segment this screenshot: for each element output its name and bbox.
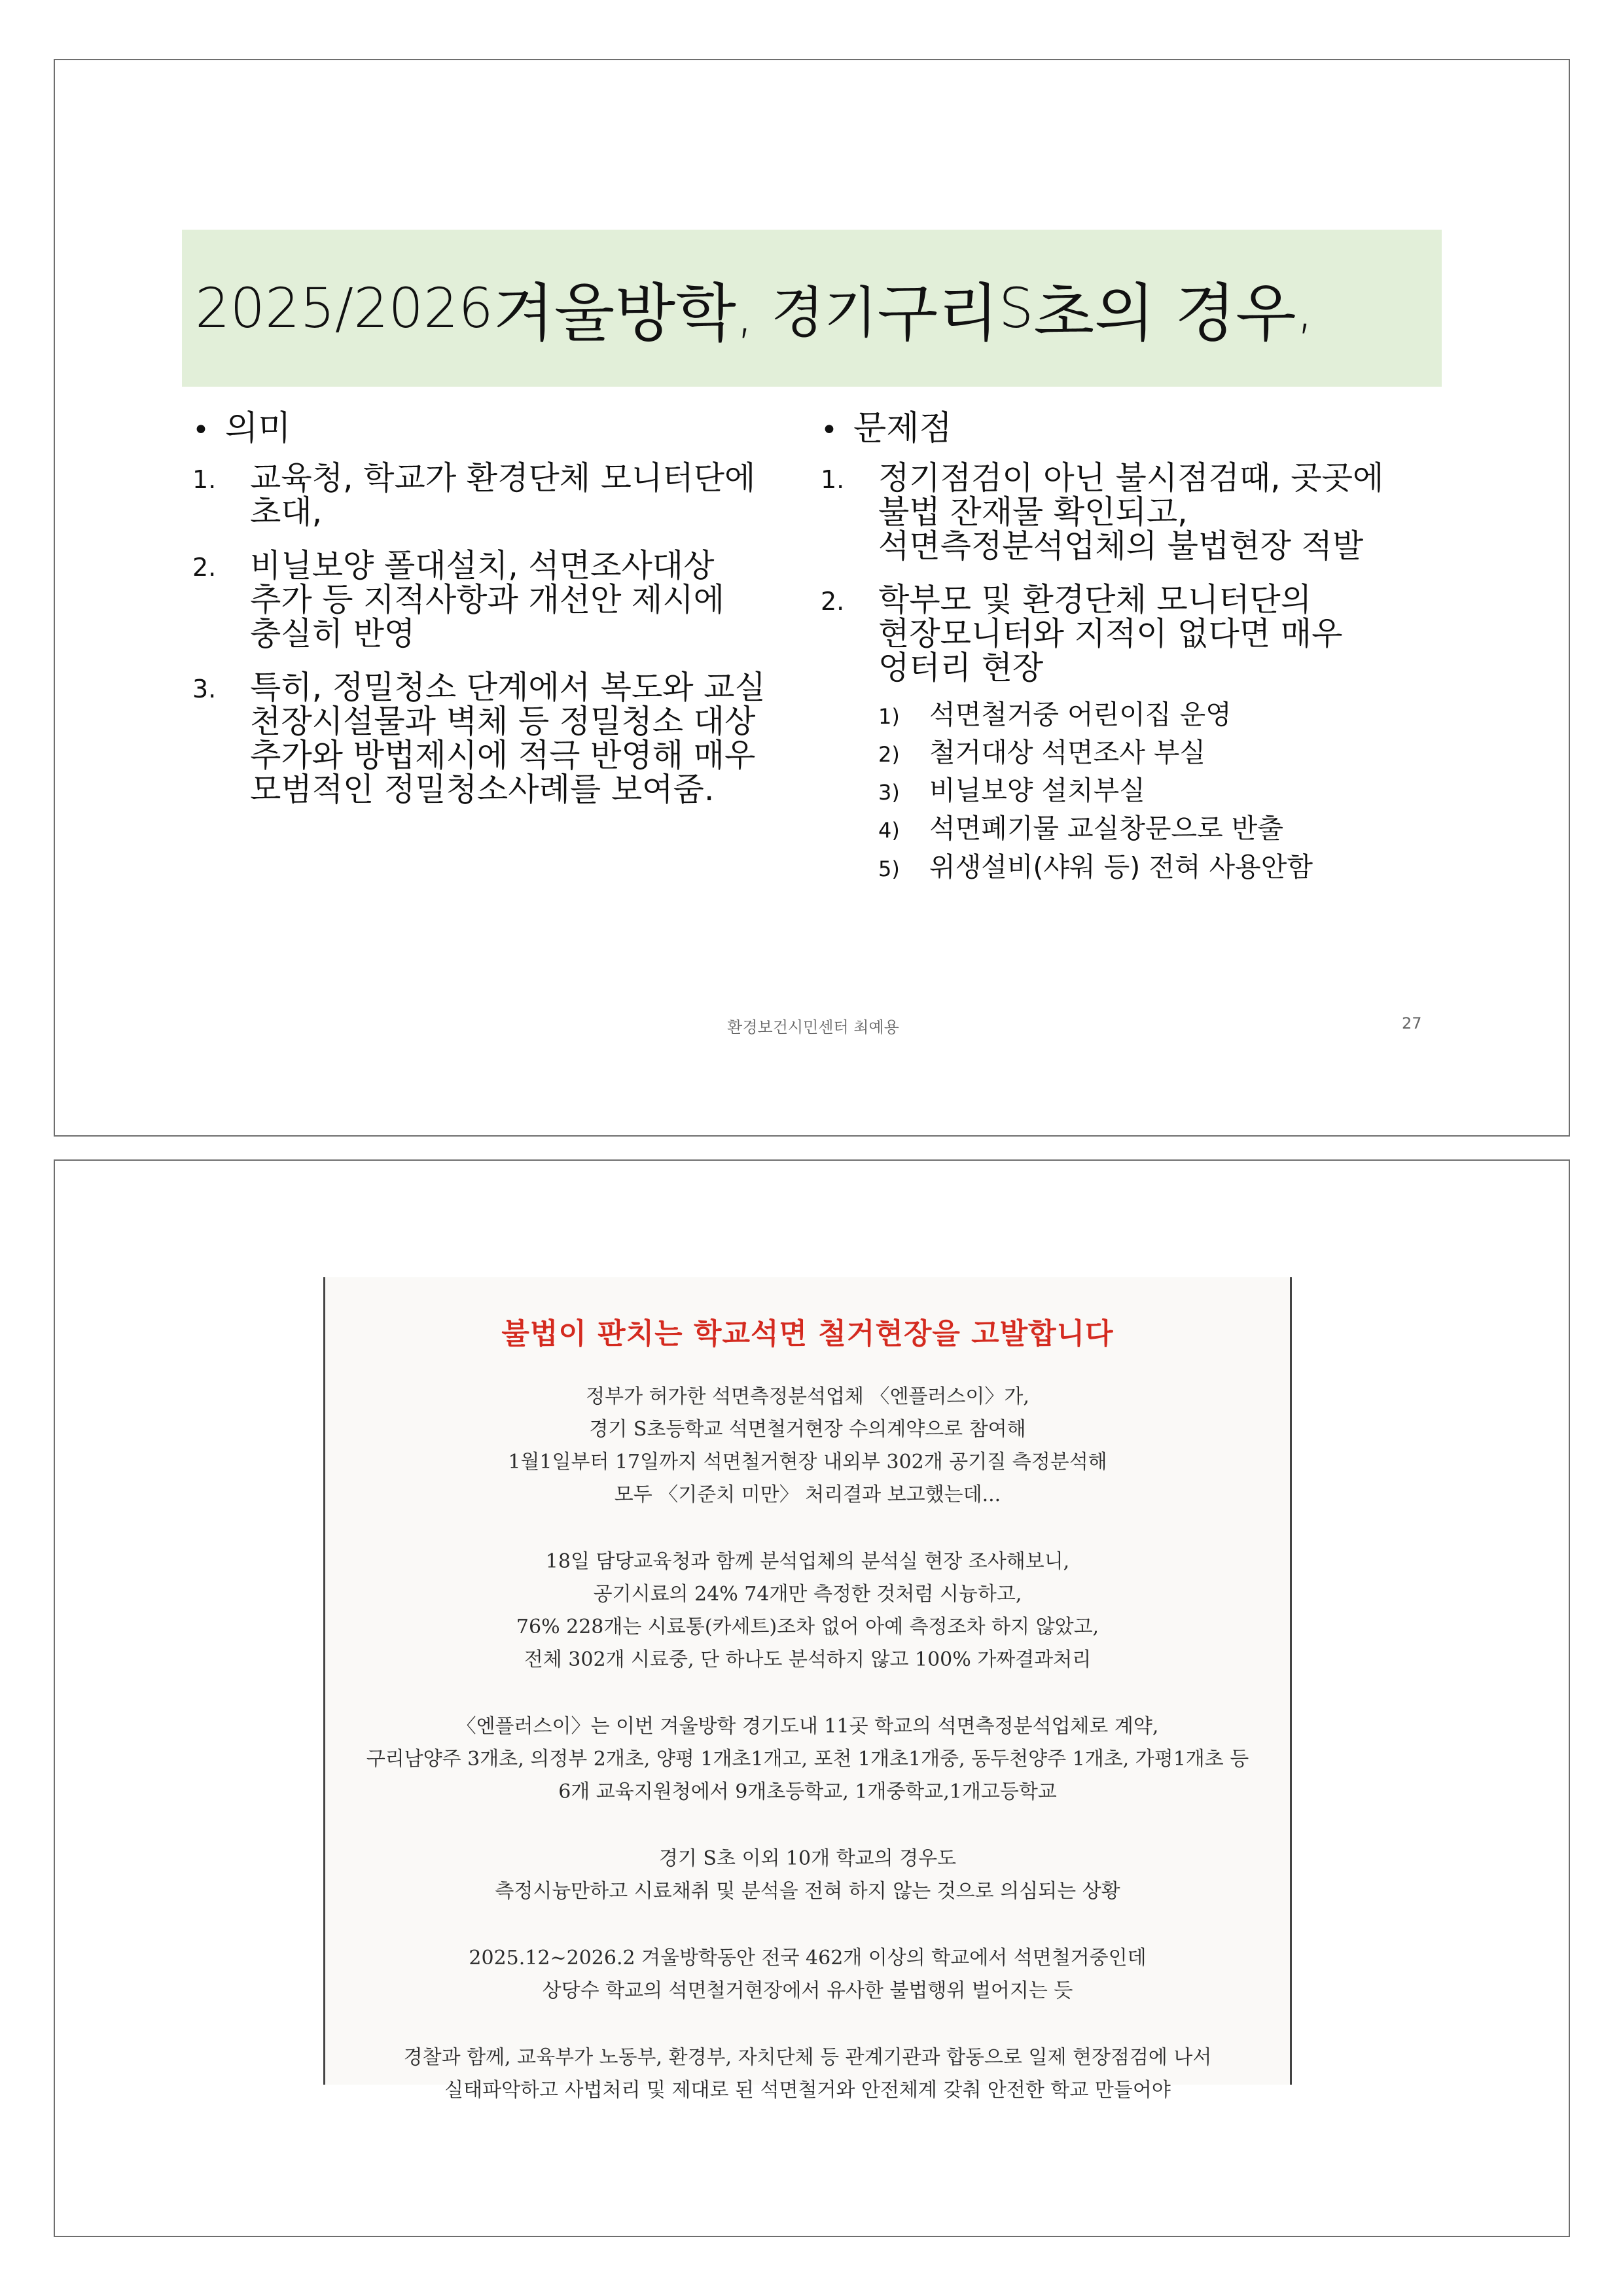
title-part: 구리	[877, 276, 999, 350]
title-part: S	[999, 276, 1034, 340]
footer-author: 환경보건시민센터 최예용	[727, 1018, 899, 1036]
list-item	[192, 461, 781, 529]
sub-list-item	[878, 733, 1475, 771]
list-item-text: 정기점검이 아닌 불시점검때, 곳곳에 불법 잔재물 확인되고, 석면측정분석업체의 불법현장 적발	[878, 459, 1384, 565]
notice-paragraph	[325, 1381, 1290, 1511]
notice-line: 2025.12~2026.2 겨울방학동안 전국 462개 이상의 학교에서 석면철거중인데	[469, 1947, 1147, 1969]
notice-line: 구리남양주 3개초, 의정부 2개초, 양평 1개초1개고, 포천 1개초1개중, 동두천양주 1개초, 가평1개초 등	[366, 1748, 1249, 1771]
notice-line: 6개 교육지원청에서 9개초등학교, 1개중학교,1개고등학교	[558, 1780, 1057, 1803]
title-part: 겨울방학	[493, 276, 736, 350]
notice-line: 측정시늉만하고 시료채취 및 분석을 전혀 하지 않는 것으로 의심되는 상황	[495, 1880, 1120, 1903]
notice-line: 실태파악하고 사법처리 및 제대로 된 석면철거와 안전체계 갖춰 안전한 학교 만들어야	[444, 2079, 1171, 2102]
notice-line: 1월1일부터 17일까지 석면철거현장 내외부 302개 공기질 측정분석해	[508, 1451, 1107, 1474]
title-part: 초의 경우	[1033, 276, 1296, 350]
notice-line: 정부가 허가한 석면측정분석업체 〈엔플러스이〉가,	[586, 1385, 1029, 1408]
list-item	[821, 461, 1475, 563]
slide-2	[54, 1159, 1570, 2237]
problems-column	[821, 400, 1475, 886]
notice-line: 경찰과 함께, 교육부가 노동부, 환경부, 자치단체 등 관계기관과 합동으로 일제 현장점검에 나서	[403, 2046, 1212, 2069]
notice-paragraph	[325, 2041, 1290, 2107]
sub-list-item-number: 1)	[878, 703, 900, 729]
page-number: 27	[1402, 1014, 1422, 1033]
title-part: , 경기	[736, 280, 878, 345]
sub-list-item-number: 2)	[878, 741, 900, 767]
notice-line: 경기 S초등학교 석면철거현장 수의계약으로 참여해	[589, 1418, 1026, 1441]
sub-list-item-text: 철거대상 석면조사 부실	[929, 736, 1206, 768]
list-item	[821, 580, 1475, 686]
list-item-text: 특히, 정밀청소 단계에서 복도와 교실 천장시설물과 벽체 등 정밀청소 대상 추가와 방법제시에 적극 반영해 매우 모범적인 정밀청소사례를 보여줌.	[250, 668, 766, 808]
bullet-icon: •	[821, 414, 838, 447]
sub-list-item	[878, 696, 1475, 733]
list-item-text: 학부모 및 환경단체 모니터단의 현장모니터와 지적이 없다면 매우 엉터리 현장	[878, 580, 1343, 686]
notice-line: 18일 담당교육청과 함께 분석업체의 분석실 현장 조사해보니,	[545, 1550, 1070, 1573]
list-item-number: 1.	[821, 465, 845, 494]
notice-image	[323, 1277, 1292, 2102]
slide-1	[54, 59, 1570, 1137]
list-item	[192, 668, 781, 808]
list-item-number: 3.	[192, 674, 217, 703]
notice-line: 경기 S초 이외 10개 학교의 경우도	[658, 1847, 957, 1870]
list-item-number: 2.	[192, 552, 217, 582]
meaning-heading-label: 의미	[225, 409, 291, 448]
sub-list-item-number: 5)	[878, 856, 900, 881]
list-item-text: 교육청, 학교가 환경단체 모니터단에 초대,	[250, 459, 756, 531]
problems-heading-label: 문제점	[853, 409, 952, 448]
notice-paragraph	[325, 1545, 1290, 1676]
notice-line: 전체 302개 시료중, 단 하나도 분석하지 않고 100% 가짜결과처리	[524, 1648, 1092, 1671]
sub-list-item-text: 비닐보양 설치부실	[929, 775, 1145, 807]
problems-sublist	[878, 696, 1475, 886]
notice-line: 76% 228개는 시료통(카세트)조차 없어 아예 측정조차 하지 않았고,	[516, 1616, 1099, 1638]
sub-list-item	[878, 848, 1475, 886]
meaning-heading	[192, 400, 781, 450]
sub-list-item-text: 석면철거중 어린이집 운영	[929, 698, 1232, 730]
title-part: 2025/2026	[195, 276, 493, 340]
bullet-icon: •	[192, 414, 209, 447]
notice-title: 불법이 판치는 학교석면 철거현장을 고발합니다	[501, 1317, 1114, 1351]
notice-body	[325, 1381, 1290, 2141]
meaning-column	[192, 400, 781, 826]
sub-list-item	[878, 809, 1475, 847]
slide-title	[182, 230, 1442, 387]
problems-list	[821, 461, 1475, 685]
notice-paragraph	[325, 1843, 1290, 1908]
problems-heading	[821, 400, 1475, 450]
list-item-number: 2.	[821, 586, 845, 616]
list-item	[192, 546, 781, 652]
notice-paragraph	[325, 1710, 1290, 1809]
sub-list-item-number: 3)	[878, 780, 900, 805]
notice-line: 상당수 학교의 석면철거현장에서 유사한 불법행위 벌어지는 듯	[542, 1979, 1073, 2002]
sub-list-item-text: 위생설비(샤워 등) 전혀 사용안함	[929, 851, 1313, 883]
notice-line: 〈엔플러스이〉는 이번 겨울방학 경기도내 11곳 학교의 석면측정분석업체로 계약,	[456, 1715, 1159, 1738]
sub-list-item-text: 석면폐기물 교실창문으로 반출	[929, 813, 1283, 845]
sub-list-item-number: 4)	[878, 818, 900, 843]
meaning-list	[192, 461, 781, 806]
notice-line: 모두 〈기준치 미만〉 처리결과 보고했는데...	[614, 1483, 1001, 1506]
title-part: ,	[1296, 276, 1314, 340]
notice-line: 공기시료의 24% 74개만 측정한 것처럼 시늉하고,	[593, 1583, 1022, 1606]
notice-paragraph	[325, 1942, 1290, 2007]
sub-list-item	[878, 771, 1475, 809]
list-item-text: 비닐보양 폴대설치, 석면조사대상 추가 등 지적사항과 개선안 제시에 충실히 반영	[250, 546, 724, 652]
list-item-number: 1.	[192, 465, 217, 494]
